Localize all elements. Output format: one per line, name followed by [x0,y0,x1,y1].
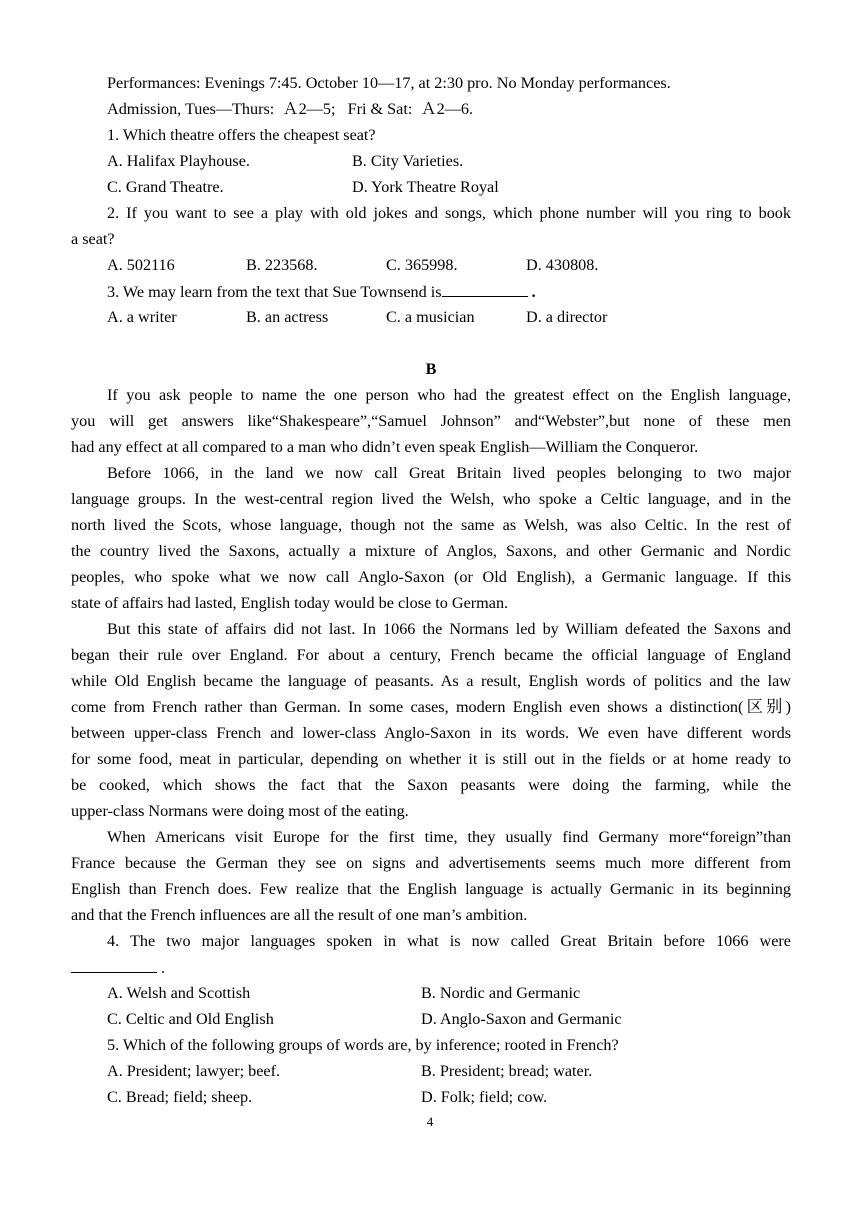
q4-option-b: B. Nordic and Germanic [421,984,581,1002]
q2-option-c: C. 365998. [386,256,458,274]
q4-option-c: C. Celtic and Old English [107,1010,274,1028]
para3-line: between upper-class French and lower-class Anglo-Saxon in its words. We even have different words [71,724,791,742]
q5-option-a: A. President; lawyer; beef. [107,1062,281,1080]
q4-stem-end: . [161,959,166,977]
q2-option-d: D. 430808. [526,256,599,274]
para3-line: while Old English became the language of peasants. As a result, English words of politics and the law [71,672,791,690]
para1-line: If you ask people to name the one person who had the greatest effect on the English language, [107,386,791,404]
para2-line: state of affairs had lasted, English today would be close to German. [71,594,509,612]
para3-line: for some food, meat in particular, depending on whether it is still out in the fields or at home ready to [71,750,791,768]
para3-line: be cooked, which shows the fact that the Saxon peasants were doing the farming, while the [71,776,791,794]
answer-blank [442,280,528,297]
question-1-stem: 1. Which theatre offers the cheapest seat? [107,126,376,144]
q3-option-a: A. a writer [107,308,177,326]
para2-line: the country lived the Saxons, actually a mixture of Anglos, Saxons, and other Germanic and Nordic [71,542,791,560]
para4-line: English than French does. Few realize that the English language is actually Germanic in its beginning [71,880,791,898]
para2-line: north lived the Scots, whose language, though not the same as Welsh, was also Celtic. In the rest of [71,516,791,534]
question-5-stem: 5. Which of the following groups of words are, by inference; rooted in French? [107,1036,619,1054]
para2-line: peoples, who spoke what we now call Anglo-Saxon (or Old English), a Germanic language. If this [71,568,791,586]
answer-blank [71,956,157,973]
para1-line: you will get answers like“Shakespeare”,“Samuel Johnson” and“Webster”,but none of these men [71,412,791,430]
q2-option-a: A. 502116 [107,256,175,274]
q5-option-b: B. President; bread; water. [421,1062,593,1080]
para3-line: began their rule over England. For about a century, French became the official language of England [71,646,791,664]
q3-stem-end: . [531,283,536,301]
question-3-stem [107,280,536,303]
q2-option-b: B. 223568. [246,256,318,274]
performances-line: Performances: Evenings 7:45. October 10—17, at 2:30 pro. No Monday performances. [107,74,671,92]
q1-option-a: A. Halifax Playhouse. [107,152,250,170]
q5-option-d: D. Folk; field; cow. [421,1088,548,1106]
para2-line: language groups. In the west-central region lived the Welsh, who spoke a Celtic language, and in the [71,490,791,508]
question-4-stem: 4. The two major languages spoken in what is now called Great Britain before 1066 were [107,932,791,950]
q3-option-d: D. a director [526,308,608,326]
q1-option-b: B. City Varieties. [352,152,464,170]
question-4-blank-line [71,956,165,979]
question-2-stem-line1: 2. If you want to see a play with old jokes and songs, which phone number will you ring to book [107,204,791,222]
page-number: 4 [426,1114,434,1129]
section-heading: B [425,360,437,378]
para3-line: come from French rather than German. In some cases, modern English even shows a distinction(区别) [71,698,791,716]
para2-line: Before 1066, in the land we now call Great Britain lived peoples belonging to two major [107,464,791,482]
q3-option-b: B. an actress [246,308,329,326]
q3-option-c: C. a musician [386,308,475,326]
para4-line: and that the French influences are all the result of one man’s ambition. [71,906,528,924]
para3-line: upper-class Normans were doing most of the eating. [71,802,409,820]
para4-line: France because the German they see on signs and advertisements seems much more different from [71,854,791,872]
admission-line: Admission, Tues—Thurs: Ａ2—5; Fri & Sat: Ａ2—6. [107,100,474,118]
q1-option-d: D. York Theatre Royal [352,178,499,196]
q3-stem-text: 3. We may learn from the text that Sue Townsend is [107,283,442,301]
q4-option-d: D. Anglo-Saxon and Germanic [421,1010,622,1028]
para3-line: But this state of affairs did not last. In 1066 the Normans led by William defeated the Saxons and [107,620,791,638]
para4-line: When Americans visit Europe for the first time, they usually find Germany more“foreign”than [107,828,791,846]
q5-option-c: C. Bread; field; sheep. [107,1088,253,1106]
question-2-stem-line2: a seat? [71,230,115,248]
para1-line: had any effect at all compared to a man who didn’t even speak English—William the Conqueror. [71,438,699,456]
q4-option-a: A. Welsh and Scottish [107,984,251,1002]
q1-option-c: C. Grand Theatre. [107,178,224,196]
